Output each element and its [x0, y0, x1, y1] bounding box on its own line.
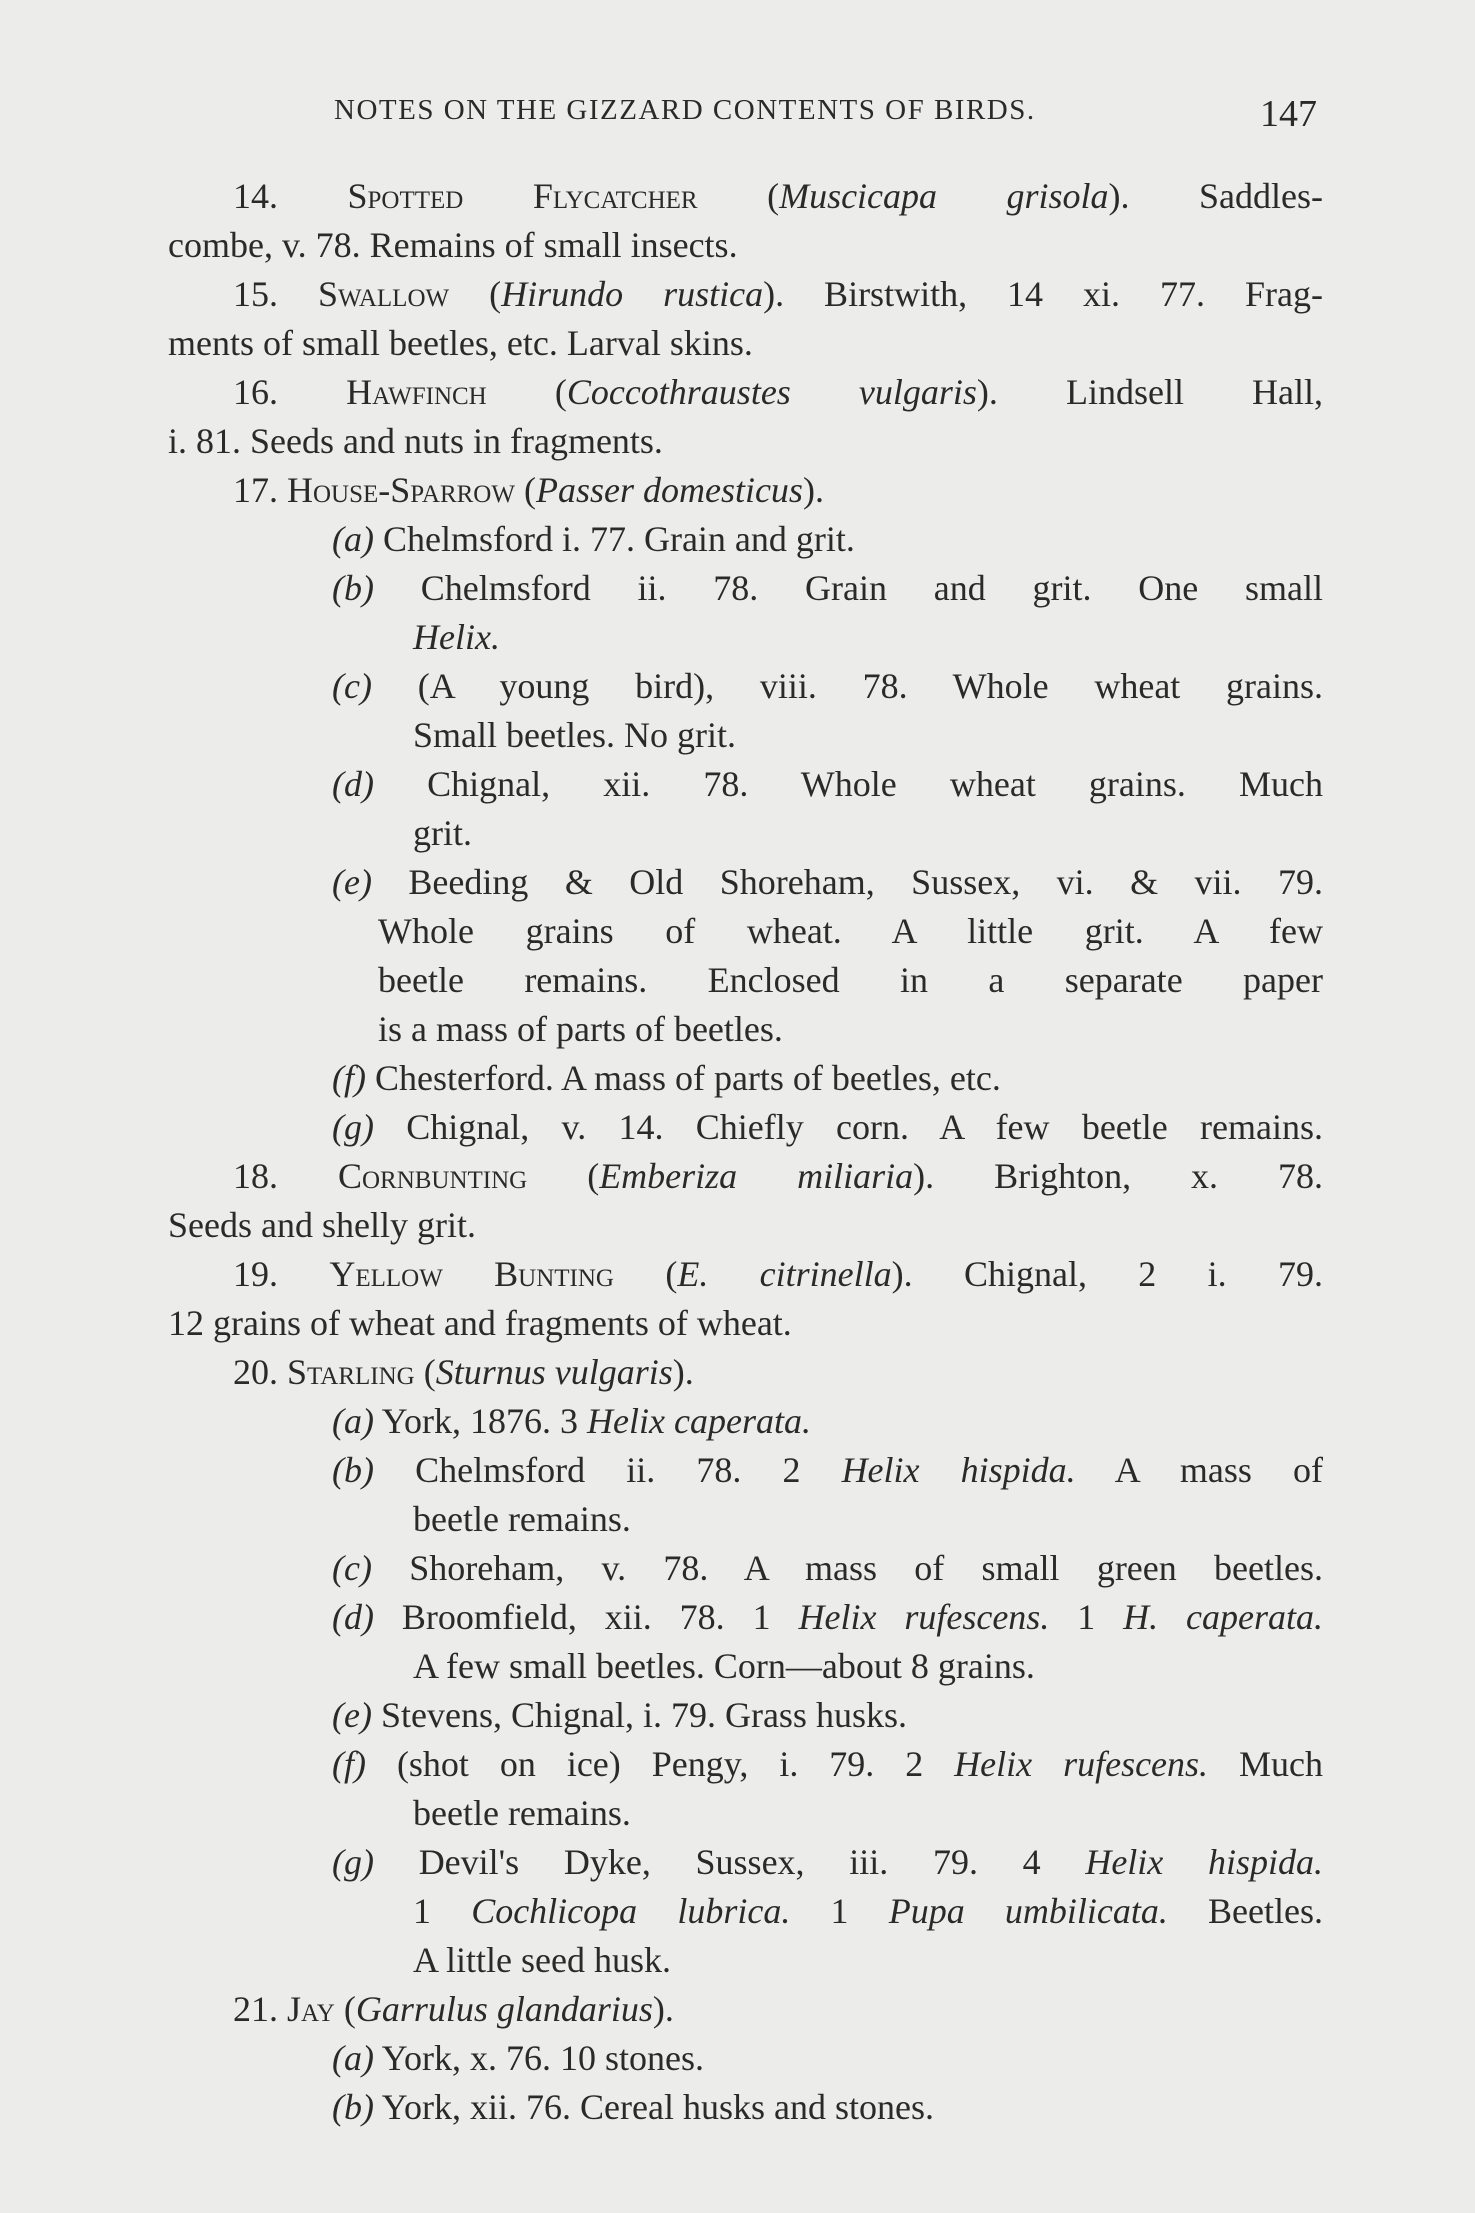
scientific-name: Helix. [413, 617, 500, 657]
sub-text: York, 1876. 3 [381, 1401, 588, 1441]
sub-label: (c) [332, 1548, 372, 1588]
sub-entry-17c-cont: Small beetles. No grit. [413, 715, 736, 755]
sub-entry-20b-cont: beetle remains. [413, 1499, 631, 1539]
entry-text: ). Lindsell Hall, [976, 372, 1323, 412]
sub-entry-17e-cont: is a mass of parts of beetles. [378, 1009, 783, 1049]
sub-entry-17c [168, 662, 1323, 711]
entry-16-line: 16. Hawfinch (Coccothraustes vulgaris). Lindsell Hall, [233, 372, 1323, 412]
sub-text: 1 [1049, 1597, 1124, 1637]
sub-label: (c) [332, 666, 372, 706]
entry-20-line: 20. Starling (Sturnus vulgaris). [233, 1352, 694, 1392]
sub-entry-17e [168, 858, 1323, 907]
sub-label: (f) [332, 1058, 366, 1098]
sub-text: (shot on ice) Pengy, i. 79. 2 [396, 1744, 955, 1784]
entry-number: 16. [233, 372, 278, 412]
bird-name: Hawfinch [346, 372, 487, 412]
entry-19-continuation: 12 grains of wheat and fragments of wheat. [168, 1303, 792, 1343]
sub-entry-17e-cont: beetle remains. Enclosed in a separate paper [378, 960, 1323, 1000]
sub-entry-17d-cont: grit. [413, 813, 472, 853]
entry-text: ). Chignal, 2 i. 79. [891, 1254, 1323, 1294]
sub-entry-20f-cont: beetle remains. [413, 1793, 631, 1833]
entry-number: 14. [233, 176, 278, 216]
sub-entry-17f [168, 1054, 1323, 1103]
sub-text: Beeding & Old Shoreham, Sussex, vi. & vii. 79. [408, 862, 1324, 902]
sub-text: Stevens, Chignal, i. 79. Grass husks. [380, 1695, 907, 1735]
scientific-name: Muscicapa grisola [779, 176, 1109, 216]
sub-entry-20g [168, 1838, 1323, 1887]
scientific-name: Garrulus glandarius [355, 1989, 653, 2029]
sub-label: (b) [332, 2087, 374, 2127]
entry-21-line: 21. Jay (Garrulus glandarius). [233, 1989, 674, 2029]
running-header: NOTES ON THE GIZZARD CONTENTS OF BIRDS. [334, 94, 1036, 126]
sub-label: (b) [332, 568, 374, 608]
sub-text: Chelmsford i. 77. Grain and grit. [382, 519, 855, 559]
sub-text: Chesterford. A mass of parts of beetles, etc. [374, 1058, 1001, 1098]
sub-text: A mass of [1075, 1450, 1324, 1490]
sub-text: York, xii. 76. Cereal husks and stones. [381, 2087, 934, 2127]
scientific-name: Passer domesticus [535, 470, 803, 510]
entry-text: ). [652, 1989, 674, 2029]
entry-17-line: 17. House-Sparrow (Passer domesticus). [233, 470, 824, 510]
sub-text: Broomfield, xii. 78. 1 [401, 1597, 799, 1637]
sub-label: (g) [332, 1842, 374, 1882]
entry-14-line: 14. Spotted Flycatcher (Muscicapa grisola). Saddles- [233, 176, 1324, 216]
bird-name: Swallow [318, 274, 450, 314]
entry-number: 15. [233, 274, 278, 314]
scientific-name: Hirundo rustica [501, 274, 764, 314]
sub-entry-20d-cont: A few small beetles. Corn—about 8 grains. [413, 1646, 1035, 1686]
sub-label: (b) [332, 1450, 374, 1490]
scientific-name: Emberiza miliaria [599, 1156, 914, 1196]
sub-label: (e) [332, 1695, 372, 1735]
entry-19-line: 19. Yellow Bunting (E. citrinella). Chignal, 2 i. 79. [233, 1254, 1323, 1294]
bird-name: House-Sparrow [287, 470, 515, 510]
sub-label: (a) [332, 1401, 374, 1441]
bird-name: Jay [287, 1989, 335, 2029]
entry-number: 20. [233, 1352, 278, 1392]
scientific-name: Helix rufescens. [954, 1744, 1209, 1784]
sub-entry-20g-cont: A little seed husk. [413, 1940, 671, 1980]
page-number: 147 [1260, 93, 1317, 135]
page-body [168, 172, 1323, 2132]
sub-text: Shoreham, v. 78. A mass of small green beetles. [409, 1548, 1323, 1588]
scientific-name: Helix hispida. [1085, 1842, 1323, 1882]
scientific-name: H. caperata. [1123, 1597, 1324, 1637]
scientific-name: Cochlicopa lubrica. [471, 1891, 791, 1931]
bird-name: Starling [287, 1352, 415, 1392]
sub-label: (d) [332, 1597, 374, 1637]
sub-label: (e) [332, 862, 372, 902]
entry-15-continuation: ments of small beetles, etc. Larval skins. [168, 323, 753, 363]
sub-text: York, x. 76. 10 stones. [381, 2038, 705, 2078]
entry-18-continuation: Seeds and shelly grit. [168, 1205, 476, 1245]
sub-text: Chignal, xii. 78. Whole wheat grains. Much [427, 764, 1324, 804]
sub-text: Devil's Dyke, Sussex, iii. 79. 4 [418, 1842, 1086, 1882]
sub-text: Chelmsford ii. 78. 2 [415, 1450, 842, 1490]
sub-entry-20d [168, 1593, 1323, 1642]
sub-entry-17b [168, 564, 1323, 613]
entry-number: 18. [233, 1156, 278, 1196]
scientific-name: Pupa umbilicata. [888, 1891, 1168, 1931]
entry-15-line: 15. Swallow (Hirundo rustica). Birstwith, 14 xi. 77. Frag- [233, 274, 1324, 314]
entry-number: 17. [233, 470, 278, 510]
entry-text: ). Brighton, x. 78. [913, 1156, 1323, 1196]
sub-entry-20a [168, 1397, 1323, 1446]
sub-entry-17b-cont [168, 613, 1323, 662]
sub-entry-20b [168, 1446, 1323, 1495]
sub-entry-21b [168, 2083, 1323, 2132]
sub-label: (d) [332, 764, 374, 804]
entry-text: ). Saddles- [1108, 176, 1324, 216]
sub-text: Chelmsford ii. 78. Grain and grit. One small [420, 568, 1323, 608]
scientific-name: Helix hispida. [841, 1450, 1076, 1490]
sub-entry-17g [168, 1103, 1323, 1152]
sub-entry-20g-cont [168, 1887, 1323, 1936]
scientific-name: Helix rufescens. [798, 1597, 1050, 1637]
sub-text: (A young bird), viii. 78. Whole wheat grains. [417, 666, 1324, 706]
entry-number: 21. [233, 1989, 278, 2029]
scientific-name: Sturnus vulgaris [435, 1352, 673, 1392]
sub-entry-20c [168, 1544, 1323, 1593]
sub-text: Chignal, v. 14. Chiefly corn. A few beetle remains. [406, 1107, 1323, 1147]
sub-entry-21a [168, 2034, 1323, 2083]
entry-16-continuation: i. 81. Seeds and nuts in fragments. [168, 421, 663, 461]
entry-text: ). [802, 470, 824, 510]
sub-label: (f) [332, 1744, 366, 1784]
sub-entry-17e-cont: Whole grains of wheat. A little grit. A few [378, 911, 1323, 951]
sub-text: Much [1208, 1744, 1323, 1784]
sub-label: (a) [332, 2038, 374, 2078]
bird-name: Spotted Flycatcher [347, 176, 698, 216]
scientific-name: Coccothraustes vulgaris [566, 372, 977, 412]
sub-entry-20f [168, 1740, 1323, 1789]
entry-number: 19. [233, 1254, 278, 1294]
entry-text: ). Birstwith, 14 xi. 77. Frag- [763, 274, 1324, 314]
sub-text: 1 [790, 1891, 889, 1931]
sub-entry-17d [168, 760, 1323, 809]
entry-14-continuation: combe, v. 78. Remains of small insects. [168, 225, 738, 265]
scientific-name: E. citrinella [677, 1254, 892, 1294]
sub-label: (g) [332, 1107, 374, 1147]
bird-name: Yellow Bunting [329, 1254, 614, 1294]
sub-text: 1 [413, 1891, 472, 1931]
sub-label: (a) [332, 519, 374, 559]
sub-entry-17a [168, 515, 1323, 564]
scientific-name: Helix caperata. [587, 1401, 811, 1441]
sub-text: Beetles. [1167, 1891, 1323, 1931]
entry-18-line: 18. Cornbunting (Emberiza miliaria). Brighton, x. 78. [233, 1156, 1323, 1196]
entry-text: ). [672, 1352, 694, 1392]
bird-name: Cornbunting [337, 1156, 528, 1196]
sub-entry-20e [168, 1691, 1323, 1740]
